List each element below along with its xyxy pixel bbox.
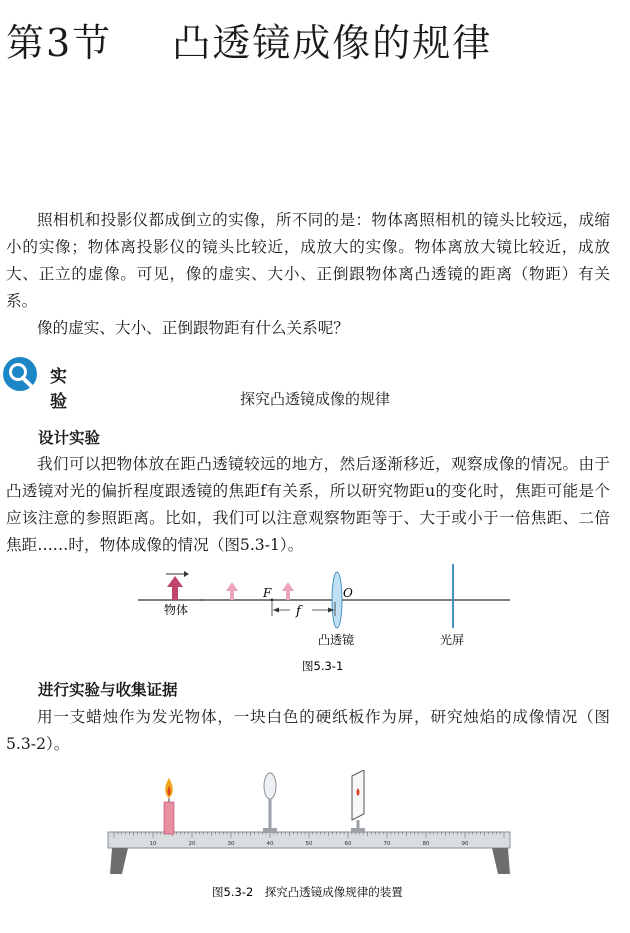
object-arrow <box>167 576 183 600</box>
focal-point-dot <box>201 599 203 601</box>
focus-label: F <box>263 586 272 600</box>
section-title <box>6 12 492 67</box>
experiment-label: 实 验 <box>50 367 71 412</box>
collect-text <box>6 704 610 758</box>
intro-text <box>6 207 610 342</box>
ruler-tick-label: 60 <box>344 841 352 847</box>
intro-paragraph: 照相机和投影仪都成倒立的实像，所不同的是：物体离照相机的镜头比较远，成缩小的实像；物体离投影仪的镜头比较近，成放大的实像。物体离放大镜比较近，成放大、正立的虚像。可见，像的虚实、大小、正倒跟物体离凸透镜的距离（物距）有关系。 <box>6 211 610 310</box>
section-number: 第3节 <box>6 21 113 65</box>
section-name: 凸透镜成像的规律 <box>172 21 493 65</box>
ruler-tick-label: 50 <box>305 841 313 847</box>
figure-caption: 图5.3-2 探究凸透镜成像规律的装置 <box>212 885 403 899</box>
design-text <box>6 451 610 559</box>
object-position-marker <box>226 582 238 600</box>
object-label: 物体 <box>164 603 189 617</box>
optical-center-label: O <box>343 586 353 600</box>
bench-leg <box>110 848 128 874</box>
lens-label: 凸透镜 <box>318 633 355 647</box>
design-heading: 设计实验 <box>38 429 101 447</box>
motion-arrow-icon <box>166 571 189 577</box>
focal-length-indicator <box>272 602 335 616</box>
screen-holder-icon <box>351 770 365 833</box>
figure-caption: 图5.3-1 <box>302 659 344 673</box>
figure-5-3-1 <box>130 562 520 678</box>
intro-question: 像的虚实、大小、正倒跟物距有什么关系呢？ <box>37 319 349 337</box>
ruler-tick-label: 70 <box>383 841 391 847</box>
figure-5-3-2 <box>100 770 520 930</box>
focal-length-label: f <box>296 604 301 619</box>
screen-label: 光屏 <box>440 633 465 647</box>
ruler-tick-label: 90 <box>461 841 469 847</box>
convex-lens-icon <box>332 572 342 628</box>
ruler-tick-label: 20 <box>188 841 196 847</box>
ruler-tick-label: 30 <box>227 841 235 847</box>
object-position-marker <box>282 582 294 600</box>
ruler-tick-label: 80 <box>422 841 430 847</box>
ruler-tick-label: 10 <box>149 841 157 847</box>
lens-holder-icon <box>263 773 277 833</box>
experiment-title: 探究凸透镜成像的规律 <box>239 390 390 408</box>
magnifier-icon <box>2 356 38 392</box>
design-paragraph: 我们可以把物体放在距凸透镜较远的地方，然后逐渐移近，观察成像的情况。由于凸透镜对光的偏折程度跟透镜的焦距f有关系，所以研究物距u的变化时，焦距可能是个应该注意的参照距离。比如，我们可以注意观察物距等于、大于或小于一倍焦距、二倍焦距……时，物体成像的情况（图5.3-1）。 <box>6 455 610 554</box>
ruler-tick-label: 40 <box>266 841 274 847</box>
collect-paragraph: 用一支蜡烛作为发光物体，一块白色的硬纸板作为屏，研究烛焰的成像情况（图5.3-2）。 <box>6 708 610 753</box>
bench-leg <box>492 848 510 874</box>
collect-heading: 进行实验与收集证据 <box>38 681 178 699</box>
candle-icon <box>164 778 174 834</box>
